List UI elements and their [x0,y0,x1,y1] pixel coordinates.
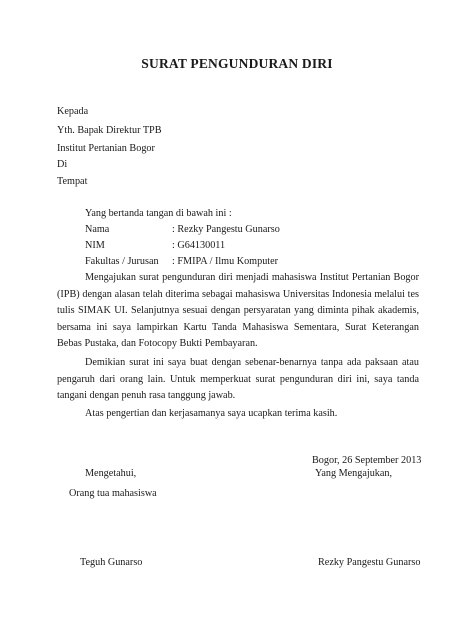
field-label-nim: NIM [85,240,105,251]
paragraph-statement: Demikian surat ini saya buat dengan sebenar-benarnya tanpa ada paksaan atau pengaruh dari orang lain. Untuk memperkuat surat pengunduran diri ini, saya tanda tangani dengan penuh rasa tanggung jawab. [57,357,419,401]
field-label-nama: Nama [85,224,110,235]
recipient-line-4: Di [57,159,68,170]
left-signature-name: Teguh Gunarso [80,557,143,568]
field-value-nama: : Rezky Pangestu Gunarso [172,224,280,235]
right-signature-heading: Yang Mengajukan, [315,468,393,479]
left-signature-role: Orang tua mahasiswa [69,488,157,499]
intro-text: Yang bertanda tangan di bawah ini : [85,208,232,219]
right-signature-name: Rezky Pangestu Gunarso [318,557,421,568]
left-signature-heading: Mengetahui, [85,468,137,479]
recipient-line-3: Institut Pertanian Bogor [57,143,155,154]
letter-title: SURAT PENGUNDURAN DIRI [141,56,333,71]
place-date: Bogor, 26 September 2013 [312,455,422,466]
field-label-fakultas: Fakultas / Jurusan [85,256,159,267]
paragraph-request: Mengajukan surat pengunduran diri menjadi mahasiswa Institut Pertanian Bogor (IPB) dengan alasan telah diterima sebagai mahasiswa Universitas Indonesia melalui tes tulis SIMAK UI. Selanjutnya sesuai dengan persyaratan yang diminta pihak akademis, bersama ini saya lampirkan Kartu Tanda Mahasiswa Sementara, Surat Keterangan Bebas Pustaka, dan Fotocopy Bukti Pembayaran. [57,272,419,349]
field-value-fakultas: : FMIPA / Ilmu Komputer [172,256,279,267]
field-value-nim: : G64130011 [172,240,226,251]
recipient-line-2: Yth. Bapak Direktur TPB [57,125,162,136]
recipient-line-5: Tempat [57,176,88,187]
recipient-line-1: Kepada [57,106,89,117]
paragraph-thanks: Atas pengertian dan kerjasamanya saya ucapkan terima kasih. [85,408,338,419]
